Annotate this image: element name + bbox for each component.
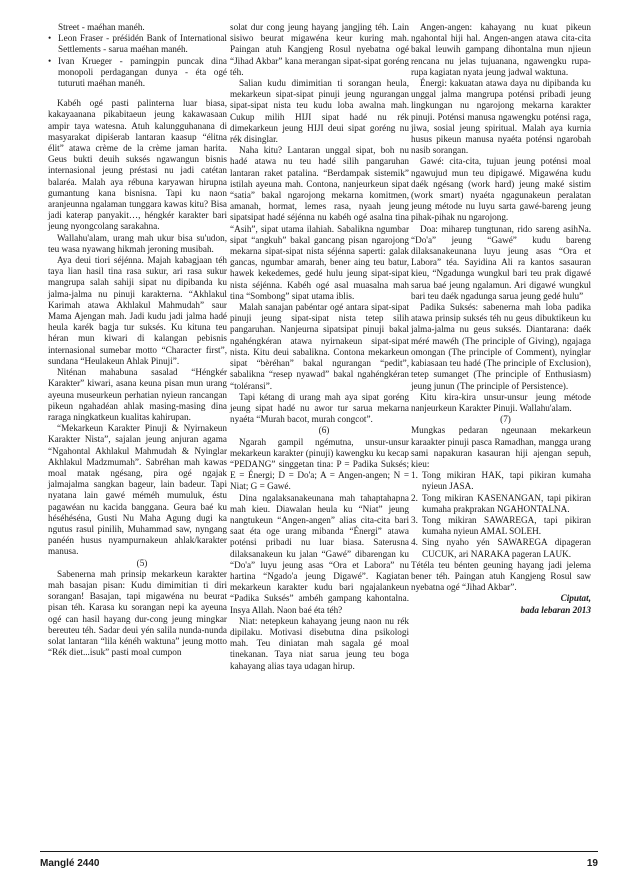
paragraph: Wallahu'alam, urang mah ukur bisa su'udon, teu wasa nyawang hikmah jeroning musibah. bbox=[48, 232, 227, 254]
column-2 bbox=[230, 22, 409, 672]
paragraph: Ngarah gampil ngémutna, unsur-unsur mekarkeun karakter (pinuji) kawengku ku kecap “PEDANG” singgetan tina: P = Padika Suksés; E = Énergi; D = Do'a; A = Angen-angen; N = Niat; G = Gawé. bbox=[230, 436, 409, 492]
page-number: 19 bbox=[586, 858, 598, 869]
list-item: 1. Tong mikiran HAK, tapi pikiran kumaha nyieun JASA. bbox=[411, 470, 591, 492]
paragraph: Malah sanajan pabéntar ogé antara sipat-sipat pinuji jeung sipat-sipat nista tetep silih pangaruhan. Nanjeurna sipatsipat pinuji bakal ngahéngkéran atawa nyirnakeun sipat-sipat nista. Kitu deui sabalikna. Contona mekarkeun sipat “bèréhan” bakal ngurangan “pedit”, sabalikna “resep nyawad” bakal ngahéngkéran “toléransi”. bbox=[230, 302, 409, 391]
list-item: • Leon Fraser - préśidén Bank of International Settlements - sarua maéhan manéh. bbox=[48, 33, 227, 55]
column-3 bbox=[411, 22, 591, 616]
paragraph: Dina ngalaksanakeunana mah tahaptahapna mah kieu. Diawalan heula ku “Niat” jeung nangtukeun “Angen-angen” alias cita-cita bari saat éta oge urang mibanda “Énergi” atawa poténsi pribadi nu luar biasa. Saterusna dilaksanakeun ku jalan “Gawé” dibarengan ku “Do'a” luyu jeung asas “Ora et Labora” nu hartina “Ngado'a jeung Digawé”. Kagiatan mekarkeun karakter kudu bari ngajalankeun “Padika Suksés” ambéh gampang kahontalna. Insya Allah. Naon baé éta téh? bbox=[230, 492, 409, 615]
section-heading: (7) bbox=[500, 414, 511, 425]
publication-name: Manglé 2440 bbox=[40, 858, 100, 869]
paragraph: “Mekarkeun Karakter Pinuji & Nyirnakeun Karakter Nista”, sajalan jeung anjuran agama “Ngahontal Akhlakul Mahmudah & Nyinglar Akhlakul Madzmumah”. Sabréhan mah kawas moal matak ngésang, pira ogé ngajak jalmajalma sangkan bageur, lain badeur. Tapi nyatana lain gawé méméh mumuluk, éstu pagawéan nu kacida banggana. Geura baé ku héséhéséna, Gusti Nu Maha Agung dugi ka ngutus rasul pinilih, Muhammad saw, nyngang panéén husus nyampurnakeun ahlak/karakter manusa. bbox=[48, 423, 227, 557]
paragraph: Doa: miharep tungtunan, rido sareng asihNa. “Do'a” jeung “Gawé” kudu bareng dilaksanakeunana luyu jeung asas “Ora et Labora” téa. Sayidina Ali ra kantos sasauran kieu, “Ngadunga wungkul bari teu prak digawé sarua baé jeung ngalamun. Ari digawé wungkul bari teu daék ngadunga sarua jeung gedé hulu” bbox=[411, 223, 591, 301]
paragraph: Kabéh ogé pasti palinterna luar biasa, kakayaanana pikabitaeun jeung kakawasaan ampir taya watesna. Atuh kalungguhanana di masyarakat dipiśerab lantaran kaasup “élitna élit” atawa crème de la crème jaman harita. Geus bukti deuih suksés ngawangun bisnis internasional jeung préstasi nu jadi catétan balaréa. Malah aya rébuna karyawan hirupna gumantung kana bisnisna. Tapi ku naon aranjeunna ngalaman tunggara kawas kitu? Bisa jadi katerap panyakit…, héngkér karakter bari jeung nyongcolang sarakahna. bbox=[48, 98, 227, 232]
bullet-icon: • bbox=[48, 33, 52, 44]
paragraph: Tapi kétang di urang mah aya sipat goréng jeung sipat hadé nu awor tur sarua mekarna nyaéta “Murah bacot, murah congcot”. bbox=[230, 391, 409, 425]
signoff-place: Ciputat, bbox=[560, 593, 591, 604]
section-heading: (6) bbox=[318, 425, 330, 436]
paragraph: Gawé: cita-cita, tujuan jeung poténsi moal ngawujud mun teu dipigawé. Migawéna kudu daék ngésang (work hard) jeung maké sistim (work smart) nyaéta ngagunakeun peralatan jeung métode nu luyu sarta gawé-bareng jeung pihak-pihak nu ngarojong. bbox=[411, 156, 591, 223]
paragraph: Salian kudu dimimitian ti sorangan heula, mekarkeun sipat-sipat pinuji jeung ngurangan sipat-sipat nista teu kudu loba awalna mah. Cukup milih HIJI sipat hadé nu rék dimekarkeun jeung HIJI deui sipat goréng nu rék disinglar. bbox=[230, 78, 409, 145]
list-item: • Ivan Krueger - pamingpin puncak dina monopoli perdagangan dunya - éta ogé tuturuti maéhan manéh. bbox=[48, 55, 227, 89]
list-item: 4. Sing nyaho yén SAWAREGA dipageran CUCUK, ari NARAKA pageran LAUK. bbox=[411, 537, 591, 559]
signoff-date: bada lebaran 2013 bbox=[520, 604, 591, 615]
paragraph: Kitu kira-kira unsur-unsur jeung métode nanjeurkeun Karakter Pinuji. Wallahu'alam. bbox=[411, 391, 591, 413]
numbered-list bbox=[411, 470, 591, 560]
paragraph: Padika Suksés: sabenerna mah loba padika atawa prinsip suksés téh nu geus dibuktikeun ku jalma-jalma nu geus suksés. Diantarana: daék méré mawéh (The principle of Giving), ngajaga omongan (The principle of Comment), nyinglar kabiasaan teu hadé (The principle of Exclusion), tetep sumanget (The principle of Enthusiasm) jeung junun (The principle of Persistence). bbox=[411, 302, 591, 391]
column-1 bbox=[48, 22, 227, 658]
paragraph: Mungkas pedaran ngeunaan mekarkeun karaakter pinuji pasca Ramadhan, mangga urang sami napakuran kasauran hiji ajengan sepuh, kieu: bbox=[411, 425, 591, 469]
paragraph: Niténan mahabuna sasalad “Héngkér Karakter” kiwari, asana keuna pisan mun urang ayeuna museurkeun perhatian nyieun rancangan pikeun ngahadéan ahlak masing-masing dina raraga ningkatkeun kualitas kahirupan. bbox=[48, 367, 227, 422]
paragraph: Aya deui tiori séjénna. Majah kabagjaan téh taya lian hasil tina rasa sukur, ari rasa sukur mangrupa salah sahiji sipat nu dipibanda ku jalma-jalma nu pinuji karakterna. “Akhlakul Karimah atawa Akhlakul Mahmudah” saur Mama Ajengan mah. Jadi kudu jadi jalma hadé heula karék bagja tur suksés. Ku kituna teu héran mun kiwari di kalangan pebisnis internasional sumebar motto “Character first”, sundana “Heulakeun Ahlak Pinuji”. bbox=[48, 255, 227, 366]
bullet-list bbox=[48, 33, 227, 89]
bullet-icon: • bbox=[48, 55, 52, 66]
page-footer bbox=[40, 851, 598, 868]
continuation-text: Street - maéhan manéh. bbox=[58, 22, 145, 32]
paragraph: Angen-angen: kahayang nu kuat pikeun ngahontal hiji hal. Angen-angen atawa cita-cita bakal leuwih gampang dihontalna mun njieun rencana nu jelas tujuanana, ngawengku rupa-rupa kagiatan nyata jeung jadwal waktuna. bbox=[411, 22, 591, 77]
list-item: 2. Tong mikiran KASENANGAN, tapi pikiran kumaha prakprakan NGAHONTALNA. bbox=[411, 492, 591, 514]
list-item: 3. Tong mikiran SAWAREGA, tapi pikiran kumaha nyieun AMAL SOLEH. bbox=[411, 514, 591, 537]
paragraph: solat dur cong jeung hayang jangjing téh. Lain sisiwo beurat migawéna keur kuring mah. Paingan atuh Kangjeng Rosul nyebatna ogé “Jihad Akbar” kana merangan sipat-sipat goréng téh. bbox=[230, 22, 409, 77]
paragraph: Tétéla teu bénten geuning hayang jadi jelema bener téh. Paingan atuh Kangjeng Rosul saw nyebatna ogé “Jihad Akbar”. bbox=[411, 559, 591, 593]
paragraph: Niat: netepkeun kahayang jeung naon nu rék dipilaku. Motivasi disebutna dina psikologi mah. Teu diniatan mah sagala gé moal tinekanan. Taya niat sarua jeung teu boga kahayang alias taya udagan hirup. bbox=[230, 615, 409, 671]
paragraph: Énergi: kakuatan atawa daya nu dipibanda ku unggal jalma mangrupa poténsi pribadi jeung lingkungan nu ngarojong mekarna karakter pinuji. Poténsi manusa ngawengku poténsi raga, jiwa, sosial jeung spiritual. Malah aya kurnia husus pikeun manusa nyaéta poténsi ngarobah nasib sorangan. bbox=[411, 78, 591, 156]
paragraph: Naha kitu? Lantaran unggal sipat, boh nu hadé atawa nu teu hadé silih pangaruhan lantaran raket patalina. “Berdampak sistemik” istilah ayeuna mah. Contona, nanjeurkeun sipat “satia” bakal ngarojong mekarna komitmen, amanah, hormat, lemes rasa, nyaah jeung sipatsipat hadé séjénna nu kabéh ogé asalna tina “Asih”, sipat utama ilahiah. Sabalikna ngumbar sipat “angkuh” bakal gancang pisan ngarojong mekarna sipat-sipat nista séjénna saperti: galak gancas, ngumbar amarah, bener aing teu batur, hawek kekedemes, gedé hulu jeung sipat-sipat nista séjénna. Kabéh ogé asal muasalna mah tina “Sombong” sipat utama iblis. bbox=[230, 145, 409, 301]
section-heading: (5) bbox=[136, 557, 148, 568]
paragraph: Sabenerna mah prinsip mekarkeun karakter mah basajan pisan: Kudu dimimitian ti diri sorangan! Basajan, tapi migawéna nu beurat pisan téh. Karasa ku sorangan nepi ka ayeuna ogé can hasil hayang dur-cong jeung mingkar bereuteu téh. Sadar deui yén salila nunda-nunda solat lantaran “lila kénéh waktuna” jeung motto “Rék diet...isuk” pasti moal cumpon bbox=[48, 568, 227, 658]
